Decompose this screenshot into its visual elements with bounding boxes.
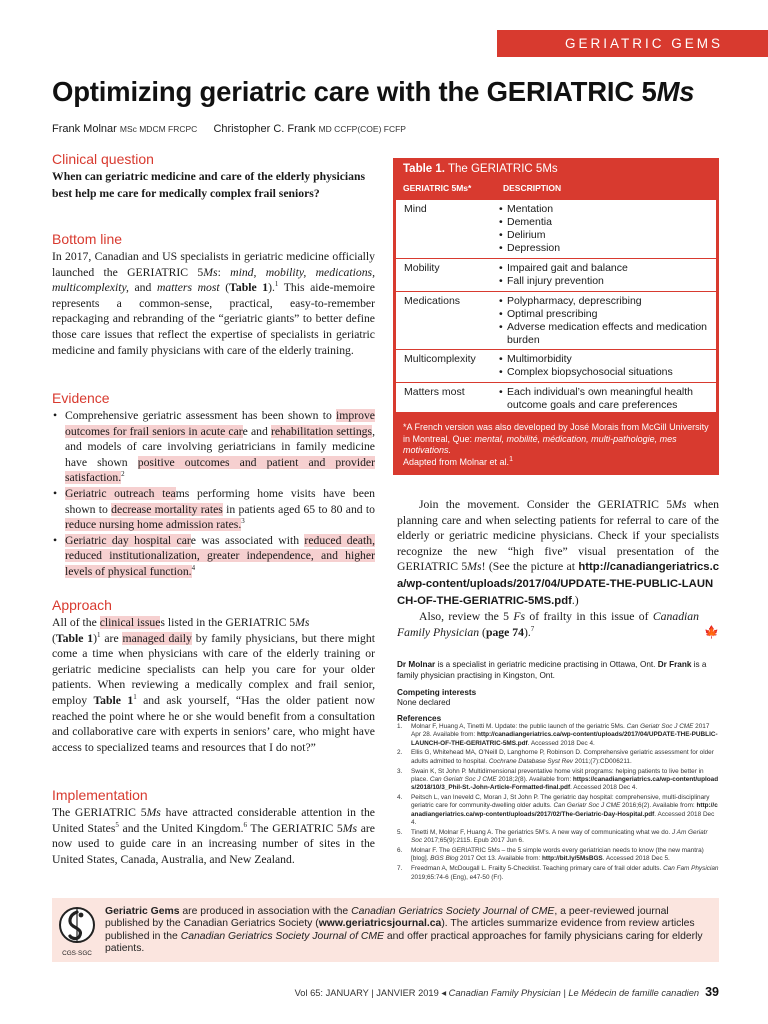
text-run: and offer practical approaches for family physicians caring for elderly patients. [105, 930, 703, 954]
text-run: Can Geriatr Soc J CME [429, 775, 497, 783]
highlight: Geriatric outreach tea [65, 486, 176, 500]
row-item: • Each individual’s own meaningful health outcome goals and care preferences [499, 386, 711, 412]
row-item: • Delirium [499, 229, 711, 242]
text-run: Dr Frank [657, 660, 692, 669]
text-run: Adapted from Molnar et al. [403, 456, 510, 467]
text-run: Ms [467, 560, 482, 574]
title-main: Optimizing geriatric care with the GERIATRIC 5 [52, 76, 657, 107]
highlight: rehabilitation settings [270, 424, 373, 438]
text-run: e was associated with [190, 533, 305, 547]
text-run: All of the [52, 616, 100, 629]
citation-sup: 5 [115, 820, 119, 829]
citation-sup: 1 [509, 455, 513, 463]
text-run: ! (See the picture at [481, 560, 579, 574]
text-run: of frailty in this issue of [525, 610, 653, 624]
text-run: Canadian Geriatrics Society Journal of CME [351, 906, 555, 917]
evidence-heading: Evidence [52, 390, 110, 406]
text-run: are now used to guide care in an increasing number of sites in the United States, Canada, Australia, and New Zealand. [52, 821, 375, 866]
text-run: and [128, 281, 157, 295]
highlight: improve outcomes for frail seniors in acute car [65, 409, 375, 438]
text-run: Freedman A, McDougall L. Frailty 5-Checklist. Teaching primary care of frail older adults. [411, 865, 664, 873]
author-2-name: Christopher C. Frank [213, 123, 316, 135]
text-run: Tinetti M, Molnar F, Huang A. The geriatrics 5M’s. A new way of communicating what we do. [411, 828, 672, 836]
table-row [396, 258, 716, 292]
article-title [52, 76, 694, 108]
journal-link[interactable]: www.geriatricsjournal.ca [318, 918, 442, 930]
highlight: Geriatric day hospital car [65, 533, 191, 547]
row-item: • Optimal prescribing [499, 308, 711, 321]
row-item: • Polypharmacy, deprescribing [499, 295, 711, 308]
text-run: ( [219, 281, 230, 295]
bottom-line-heading: Bottom line [52, 231, 123, 247]
clinical-question-heading: Clinical question [52, 151, 154, 167]
text-run: ( [479, 625, 486, 639]
text-run: is a family physician practising in Kingston, Ont. [397, 660, 707, 680]
text-run: mind, mobility, medications, multicomplexity, [52, 265, 376, 295]
text-run: Peitsch L, van Ineveld C, Moran J, St John P. The geriatric day hospital: comprehensive, multi-disciplinary geriatric care for community-dwelling older adults. [411, 794, 710, 810]
row-label: Matters most [404, 386, 465, 398]
text-run: Ellis G, Whitehead MA, O’Neill D, Langhorne P, Robinson D. Comprehensive geriatric assessment for older adults admitted to hospital. [411, 749, 714, 765]
text-run: Ms [203, 265, 218, 279]
text-run: are [100, 631, 123, 645]
geriatric-gems-panel [52, 898, 719, 962]
text-run: Molnar F. The GERIATRIC 5Ms – the 5 simple words every geriatrician needs to know (the new mantra) [blog]. [411, 847, 704, 863]
competing-interests-heading: Competing interests [397, 688, 477, 697]
text-run: This aide-memoire represents a common-sense, practical, easy-to-remember repackaging and rebranding of the “geriatric giants” to better define those care issues that reflect the expertise of specialists in geriatric medicine and family physicians with care of the elderly training. [52, 281, 375, 357]
reference-link[interactable]: https://canadiangeriatrics.ca/wp-content/uploads/2018/10/3_Phil-St.-John-Article-Formatted-final.pdf [411, 775, 719, 792]
reference-number: 2. [397, 749, 403, 757]
row-items [499, 386, 711, 412]
text-run: . Accessed 2018 Dec 4. [411, 810, 715, 827]
text-run: 2017;65(9):2115. Epub 2017 Jun 6. [422, 837, 524, 845]
competing-interests-text: None declared [397, 698, 451, 707]
text-run: ) [93, 631, 98, 645]
table-title-text: The GERIATRIC 5Ms [444, 163, 558, 175]
row-item: • Impaired gait and balance [499, 262, 711, 275]
highlight: positive outcomes and patient and provider satisfaction. [65, 455, 375, 485]
row-items [499, 353, 711, 379]
text-run: s listed in the GERIATRIC 5 [160, 616, 296, 629]
text-run: Canadian Geriatrics Society Journal of CME [180, 930, 384, 942]
text-run: Canadian Family Physician [397, 610, 699, 639]
row-items [499, 203, 711, 255]
text-run: ). [523, 625, 531, 639]
footer-journal: Canadian Family Physician | Le Médecin de famille canadien [448, 988, 700, 998]
table-reference: Table 1 [93, 693, 134, 707]
text-run: Cochrane Database Syst Rev [488, 757, 573, 765]
table-geriatric-5ms [393, 158, 719, 475]
reference-item [397, 723, 719, 748]
text-run: *A French version was also developed by José Morais from McGill University in Montreal, Que: [403, 422, 709, 444]
approach-text [52, 615, 375, 755]
citation-sup: 3 [241, 517, 245, 526]
evidence-item [52, 533, 375, 580]
text-run: 2017 Apr 28. Available from: [411, 723, 710, 739]
table-row [396, 382, 716, 413]
approach-heading: Approach [52, 597, 112, 613]
text-run: Ms [342, 821, 358, 835]
text-run: , and models of care involving geriatricians in family medicine have shown [65, 424, 375, 469]
implementation-text [52, 805, 375, 867]
text-run: 2016;6(2). Available from: [620, 802, 697, 810]
row-item: • Dementia [499, 216, 711, 229]
page-number: 39 [705, 985, 719, 999]
text-run: 2011;(7):CD006211. [573, 757, 632, 765]
row-items [499, 295, 711, 347]
row-item: • Depression [499, 242, 711, 255]
text-run: Ms [295, 616, 310, 629]
reference-item [397, 768, 719, 793]
text-run: . Accessed 2018 Dec 4. [570, 784, 638, 792]
text-run: when planning care and when selecting patients for referral to care of the elderly or geriatric medicine physicians. Check if your specialists recognize the new “high five” visual presentation of the GERIATRIC 5 [397, 498, 719, 574]
references-list [397, 723, 719, 884]
text-run: in patients aged 65 to 80 and to [222, 502, 375, 516]
text-run: Dr Molnar [397, 660, 436, 669]
paragraph [397, 609, 719, 640]
text-run: Ms [146, 806, 161, 819]
text-run: Can Geriatr Soc J CME [553, 802, 621, 810]
row-item: • Adverse medication effects and medication burden [499, 321, 711, 347]
text-run: Comprehensive geriatric assessment has been shown to [65, 409, 337, 422]
logo-text: CGS·SGC [62, 950, 92, 957]
text-run: ms performing home visits have been shown to [65, 486, 375, 516]
text-run: and the United Kingdom. [118, 821, 244, 835]
table-footnote [403, 422, 713, 468]
row-label: Medications [404, 295, 461, 307]
text-run: J Am Geriatr Soc [411, 828, 708, 845]
evidence-item [52, 486, 375, 533]
text-run: Ms [672, 498, 687, 511]
implementation-heading: Implementation [52, 787, 148, 803]
row-label: Multicomplexity [404, 353, 476, 365]
text-run: and ask yourself, “Has the older patient now reached the point where he or she would benefit from a consultation and collaborative care with experts in seniors’ care, who might have access to specialized teams and resources that I do not?” [52, 693, 376, 754]
row-item: • Multimorbidity [499, 353, 711, 366]
evidence-item [52, 408, 375, 486]
reference-number: 6. [397, 847, 403, 855]
text-run: ). [268, 281, 275, 295]
reference-link[interactable]: http://canadiangeriatrics.ca/wp-content/uploads/2017/02/The-Geriatric-Day-Hospital.pdf [411, 802, 718, 818]
text-run: mental, mobilité, médication, multi-pathologie, mes motivations. [403, 433, 677, 455]
text-run: Can Fam Physician [663, 865, 719, 873]
text-run: Fs [513, 610, 526, 624]
text-run: . Accessed 2018 Dec 4. [527, 739, 595, 747]
text-run: Swain K, St John P. Multidimensional preventative home visit programs: helping patients to live better in place. [411, 767, 704, 783]
reference-link[interactable]: http://canadiangeriatrics.ca/wp-content/uploads/2017/04/UPDATE-THE-PUBLIC-LAUNCH-OF-THE-GERIATRIC-5MS.pdf [411, 731, 718, 747]
citation-sup: 7 [530, 624, 535, 633]
clinical-question-text: When can geriatric medicine and care of the elderly physicians best help me care for medically complex frail seniors? [52, 170, 366, 200]
text-run: BGS Blog [430, 855, 459, 863]
author-bio [397, 660, 719, 681]
reference-number: 3. [397, 767, 403, 775]
reference-item [397, 847, 719, 864]
table-row [396, 349, 716, 383]
highlight: reduce nursing home admission rates. [65, 518, 242, 532]
column-header-5ms: GERIATRIC 5Ms* [403, 183, 472, 193]
page-reference: page 74 [485, 625, 524, 639]
citation-sup: 4 [191, 564, 196, 573]
text-run: . Accessed 2018 Dec 5. [602, 855, 670, 863]
row-item: • Fall injury prevention [499, 275, 711, 288]
text-run: 2019;65:74-6 (Eng), e47-50 (Fr). [411, 873, 504, 881]
bottom-line-text [52, 249, 375, 358]
paragraph [397, 497, 719, 609]
row-label: Mobility [404, 262, 440, 274]
highlight: managed daily [122, 631, 192, 645]
evidence-list [52, 408, 375, 580]
author-1-credentials: MSc MDCM FRCPC [119, 124, 198, 134]
table-reference: Table 1 [55, 631, 94, 645]
table-reference: Table 1 [229, 281, 269, 295]
text-run: The GERIATRIC 5 [52, 806, 147, 819]
cgs-logo-icon [56, 903, 98, 959]
citation-sup: 1 [274, 280, 279, 289]
row-item: • Complex biopsychosocial situations [499, 366, 711, 379]
reference-number: 1. [397, 723, 403, 730]
text-run: have attracted considerable attention in the United States [52, 806, 375, 835]
maple-leaf-icon: 🍁 [704, 624, 719, 639]
row-item: • Mentation [499, 203, 711, 216]
authors [52, 123, 406, 135]
highlight: reduced death, reduced institutionalization, greater independence, and higher levels of physical function. [65, 533, 376, 578]
section-banner: GERIATRIC GEMS [497, 30, 768, 57]
column-header-description: DESCRIPTION [503, 183, 562, 193]
citation-sup: 1 [133, 693, 137, 702]
row-items [499, 262, 711, 288]
text-run: are produced in association with the [179, 906, 352, 917]
reference-number: 4. [397, 794, 403, 802]
citation-sup: 1 [97, 630, 101, 639]
citation-sup: 6 [243, 820, 247, 829]
text-run: Geriatric Gems [105, 906, 180, 917]
reference-item [397, 829, 719, 846]
text-run: 2018;2(8). Available from: [496, 775, 573, 783]
table-title [403, 163, 558, 175]
text-run: .) [571, 593, 579, 607]
text-run: Can Geriatr Soc J CME [626, 723, 694, 730]
highlight: clinical issue [99, 616, 161, 629]
text-run: : [217, 265, 231, 279]
text-run: Molnar F, Huang A, Tinetti M. Update: the public launch of the geriatric 5Ms. [411, 723, 627, 730]
highlight: decrease mortality rates [111, 502, 223, 516]
text-run: 2017 Oct 13. Available from: [458, 855, 542, 863]
high-five-link[interactable]: http://canadiangeriatrics.ca/wp-content/uploads/2017/04/UPDATE-THE-PUBLIC-LAUNCH-OF-THE-GERIATRIC-5MS.pdf [397, 561, 719, 607]
title-ms: Ms [656, 76, 695, 107]
text-run: The GERIATRIC 5 [247, 821, 343, 835]
reference-item [397, 749, 719, 766]
text-run: , a peer-reviewed journal published by the Canadian Geriatrics Society ( [105, 906, 669, 930]
table-row [396, 291, 716, 350]
text-run: In 2017, Canadian and US specialists in geriatric medicine officially launched the GERIATRIC 5 [52, 250, 375, 279]
footer-volume: Vol 65: JANUARY | JANVIER 2019 [294, 988, 439, 998]
author-1-name: Frank Molnar [52, 123, 117, 135]
triangle-left-icon: ◂ [441, 988, 447, 998]
references-heading: References [397, 714, 442, 723]
text-run: e and [242, 424, 271, 438]
table-body [396, 200, 716, 412]
citation-sup: 2 [121, 470, 125, 479]
row-label: Mind [404, 203, 427, 215]
reference-item [397, 794, 719, 827]
table-title-label: Table 1. [403, 163, 445, 175]
text-run: Join the movement. Consider the GERIATRIC 5 [419, 498, 673, 511]
table-row [396, 200, 716, 258]
text-run: ). The articles summarize evidence from review articles published in the [105, 918, 695, 942]
text-run: Also, review the 5 [419, 610, 514, 624]
reference-number: 7. [397, 865, 403, 873]
text-run: ( [52, 631, 56, 645]
join-movement-text [397, 497, 719, 640]
reference-number: 5. [397, 828, 403, 836]
page-footer [295, 985, 719, 999]
geriatric-gems-text [105, 906, 715, 955]
text-run: by family physicians, but there might come a time when physicians with care of the elderly training or geriatric medicine specialists can help you care for your older patients. When reviewing a medically complex and frail senior, employ [52, 631, 375, 707]
text-run: matters most [156, 281, 220, 295]
reference-item [397, 865, 719, 882]
text-run: is a specialist in geriatric medicine practising in Ottawa, Ont. [435, 660, 658, 669]
author-2-credentials: MD CCFP(COE) FCFP [318, 124, 406, 134]
reference-link[interactable]: http://bit.ly/5MsBGS [541, 855, 603, 863]
